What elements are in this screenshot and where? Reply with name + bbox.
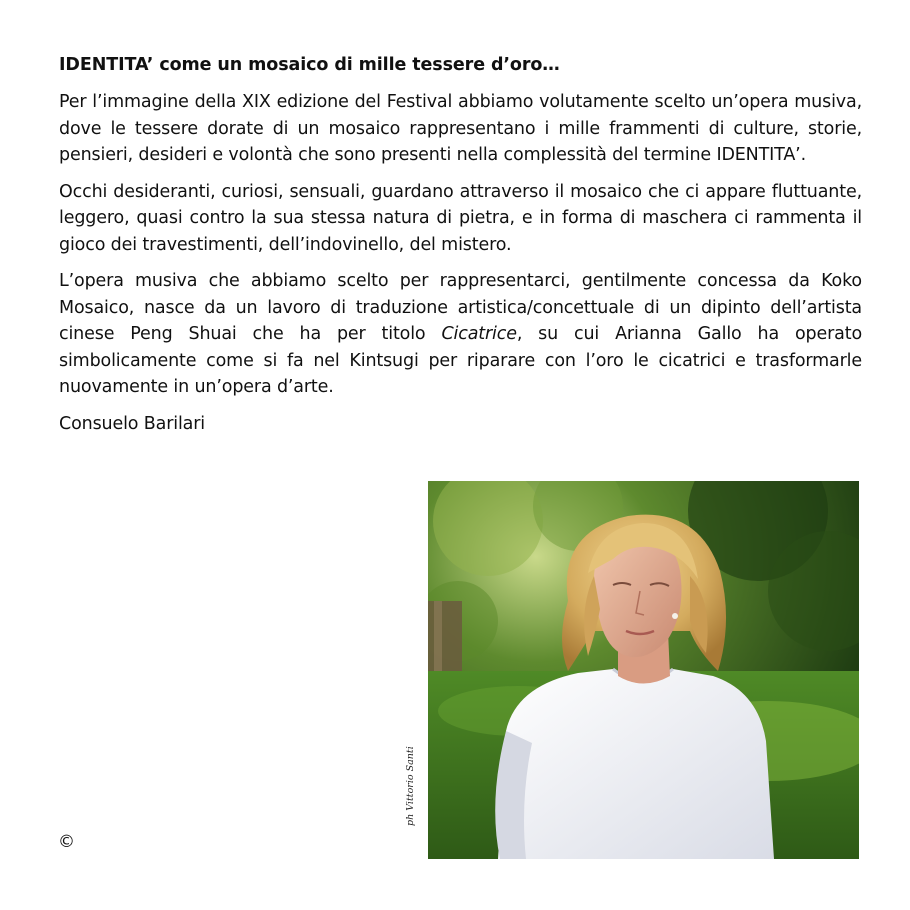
paragraph-eyes-mosaic: Occhi desideranti, curiosi, sensuali, guardano attraverso il mosaico che ci appare fluttuante, leggero, quasi contro la sua stessa natura di pietra, e in forma di maschera ci rammenta il gioco dei travestimenti, dell’indovinello, del mistero. (59, 181, 862, 255)
artwork-title: Cicatrice (441, 324, 517, 344)
author-portrait-photo (428, 481, 859, 859)
paragraph-artwork-origin (59, 268, 862, 401)
document-body (59, 52, 862, 437)
author-signature: Consuelo Barilari (59, 413, 206, 434)
paragraph-festival-image: Per l’immagine della XIX edizione del Festival abbiamo volutamente scelto un’opera musiva, dove le tessere dorate di un mosaico rappresentano i mille frammenti di culture, storie, pensieri, desideri e volontà che sono presenti nella complessità del termine IDENTITA’. (59, 92, 862, 165)
paragraph-artwork-text-start: L’opera musiva che abbiamo scelto per rappresentarci, gentilmente concessa da Koko Mosaico, nasce da un lavoro di traduzione artistica/concettuale di un dipinto dell’artista cinese Peng Shuai che ha per titolo (59, 271, 862, 344)
document-heading: IDENTITA’ come un mosaico di mille tessere d’oro… (59, 55, 560, 75)
paragraph-artwork-text-end: , su cui Arianna Gallo ha operato simbolicamente come si fa nel Kintsugi per riparare con l’oro le cicatrici e trasformarle nuovamente in un’opera d’arte. (59, 324, 862, 397)
copyright-symbol: © (58, 832, 75, 852)
portrait-illustration (428, 481, 859, 859)
photo-credit: ph Vittorio Santi (405, 746, 416, 826)
